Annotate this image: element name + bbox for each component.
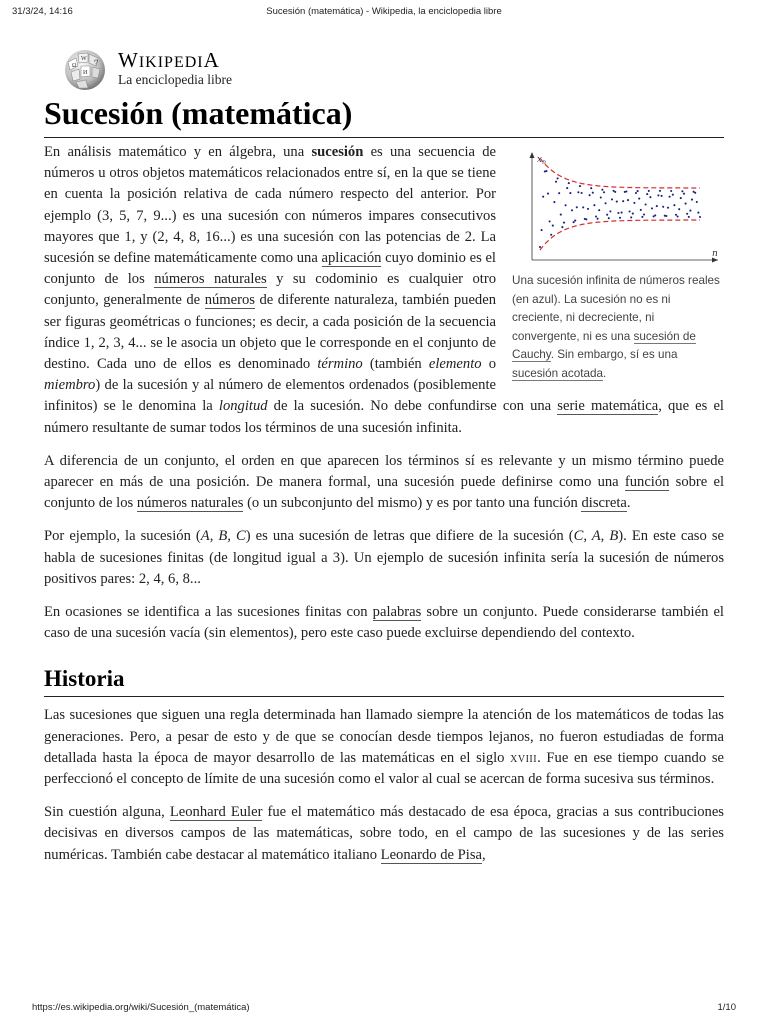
print-header [12,6,756,20]
sequence-point [600,196,602,198]
link-funcion[interactable]: función [624,474,670,491]
sequence-point [558,192,560,194]
sequence-point [667,207,669,209]
sequence-point [659,190,661,192]
paragraph-intro: En análisis matemático y en álgebra, una sucesión es una secuencia de números u otros objetos matemáticos relacionados entre sí, en la que se tiene en cuenta la posición relativa de cada número respecto del anterior. Por ejemplo (3, 5, 7, 9...) es una sucesión con números impares consecutivos mayores que 1, y (2, 4, 8, 16...) es una sucesión con las potencias de 2. La sucesión se define matemáticamente como una aplicación cuyo dominio es el conjunto de los números naturales y su codominio es cualquier otro conjunto, generalmente de números de diferente naturaleza, también pueden ser figuras geométricas o funciones; es decir, a cada posición de la secuencia índice 1, 2, 3, 4... se le asocia un objeto que le corresponde en el conjunto de destino. Cada uno de ellos es denominado término (también elemento o miembro) de la sucesión y al número de elementos ordenados (posiblemente infinitos) se le denomina la longitud de la sucesión. No debe confundirse con una serie matemática, que es el número resultante de sumar todos los términos de una sucesión infinita. [44,144,724,436]
sequence-point [646,193,648,195]
sequence-point [669,196,671,198]
sequence-point [541,229,543,231]
sequence-point [565,204,567,206]
sequence-point [697,212,699,214]
print-url: https://es.wikipedia.org/wiki/Sucesión_(matemática) [32,1002,250,1013]
sequence-points [539,170,701,248]
sequence-point [662,206,664,208]
page-title: Sucesión (matemática) [44,94,724,138]
sequence-point [555,181,557,183]
sequence-point [640,209,642,211]
svg-text:ウ: ウ [93,60,100,66]
sequence-point [571,209,573,211]
sequence-point [579,185,581,187]
sequence-point [553,201,555,203]
article-body [44,142,724,878]
sequence-point [622,200,624,202]
svg-text:Ω: Ω [72,63,77,69]
sequence-point [549,220,551,222]
sequence-point [557,177,559,179]
x-axis-label: n [712,249,718,259]
link-numeros-naturales[interactable]: números naturales [154,271,267,288]
sequence-point [550,234,552,236]
sequence-point [590,187,592,189]
sequence-point [589,194,591,196]
print-page-title: Sucesión (matemática) - Wikipedia, la enciclopedia libre [266,6,502,17]
sequence-point [573,221,575,223]
sequence-point [648,190,650,192]
y-axis-arrow [530,152,535,158]
sequence-point [696,201,698,203]
sequence-point [603,191,605,193]
sequence-point [542,196,544,198]
sequence-point [680,197,682,199]
sequence-point [577,191,579,193]
print-date: 31/3/24, 14:16 [12,6,73,17]
sequence-point [545,170,547,172]
figure-caption: Una sucesión infinita de números reales (en azul). La sucesión no es ni creciente, ni decreciente, ni convergente, ni es una sucesión de Cauchy. Sin embargo, sí es una sucesión acotada. [512,274,720,380]
sequence-point [605,202,607,204]
sequence-point [601,189,603,191]
sequence-point [645,203,647,205]
wikipedia-logo[interactable] [62,44,262,92]
link-leonardo-de-pisa[interactable]: Leonardo de Pisa [380,846,482,863]
sequence-point [595,215,597,217]
sequence-point [649,196,651,198]
sequence-point [606,214,608,216]
sequence-point [643,213,645,215]
svg-text:И: И [83,70,88,76]
sequence-point [574,220,576,222]
sequence-point [632,213,634,215]
sequence-point [657,194,659,196]
sequence-plot-image[interactable] [512,148,724,268]
sequence-point [694,192,696,194]
lower-envelope-line [540,220,700,250]
sequence-point [561,226,563,228]
sequence-point [685,203,687,205]
link-sucesion-de-cauchy[interactable]: sucesión de Cauchy [512,329,696,362]
paragraph-historia-1: Las sucesiones que siguen una regla determinada han llamado siempre la atención de los matemáticos de todas las generaciones. Pero, a pesar de esto y de que se conocían desde tiempos lejanos, no fueron estudiadas de forma detallada hasta la época de mayor desarrollo de las matemáticas en el siglo xviii. Fue en ese tiempo cuando se perfeccionó el concepto de límite de una sucesión como el valor al cual se acercan de forma sucesiva sus términos. [44,707,724,788]
sequence-point [672,194,674,196]
wikipedia-wordmark: WIKIPEDIA [118,48,220,72]
sequence-point [627,199,629,201]
sequence-point [547,193,549,195]
sequence-point [633,202,635,204]
sequence-point [569,192,571,194]
sequence-point [597,218,599,220]
sequence-point [619,217,621,219]
sequence-point [563,222,565,224]
upper-envelope-line [540,158,700,188]
sequence-point [625,190,627,192]
link-numeros-naturales-2[interactable]: números naturales [136,495,244,512]
sequence-point [608,217,610,219]
sequence-point [686,213,688,215]
sequence-point [665,215,667,217]
sequence-point [576,206,578,208]
sequence-point [630,216,632,218]
sequence-point [582,206,584,208]
sequence-point [616,201,618,203]
sequence-point [593,204,595,206]
link-numeros[interactable]: números [204,292,255,309]
sequence-point [621,212,623,214]
sequence-point [654,214,656,216]
wikipedia-tagline: La enciclopedia libre [118,72,232,87]
sequence-point [681,190,683,192]
sequence-point [683,193,685,195]
paragraph-historia-2: Sin cuestión alguna, Leonhard Euler fue el matemático más destacado de esa época, gracias a sus contribuciones decisivas en diversos campos de las matemáticas, sobre todo, en el campo de las sucesiones y de las series numéricas. También cabe destacar al matemático italiano Leonardo de Pisa, [44,804,724,863]
sequence-point [675,214,677,216]
sequence-point [560,214,562,216]
sequence-point [691,199,693,201]
sequence-point [661,195,663,197]
sequence-point [637,190,639,192]
sequence-point [552,225,554,227]
sequence-point [598,209,600,211]
sequence-point [699,216,701,218]
sequence-point [678,208,680,210]
sequence-point [581,192,583,194]
link-discreta[interactable]: discreta [581,495,627,512]
svg-text:W: W [81,56,87,62]
link-palabras[interactable]: palabras [372,604,422,621]
sequence-point [656,205,658,207]
sequence-point [566,187,568,189]
sequence-point [585,218,587,220]
sequence-point [611,198,613,200]
print-page-number: 1/10 [717,1002,736,1013]
section-heading-historia: Historia [44,664,724,697]
sequence-point [670,190,672,192]
sequence-point [592,192,594,194]
sequence-point [688,216,690,218]
sequence-point [568,182,570,184]
paragraph-orden: A diferencia de un conjunto, el orden en que aparecen los términos sí es relevante y un mismo término puede aparecer en más de una posición. De manera formal, una sucesión puede definirse como una función sobre el conjunto de los números naturales (o un subconjunto del mismo) y es por tanto una función discreta. [44,452,724,512]
link-serie-matematica[interactable]: serie matemática [557,398,659,415]
link-sucesion-acotada[interactable]: sucesión acotada [512,366,603,380]
sequence-point [609,210,611,212]
link-aplicacion[interactable]: aplicación [321,250,382,267]
sequence-point [638,198,640,200]
link-leonhard-euler[interactable]: Leonhard Euler [169,804,263,821]
paragraph-palabras: En ocasiones se identifica a las sucesiones finitas con palabras sobre un conjunto. Puede considerarse también el caso de una sucesión vacía (sin elementos), pero este caso puede excluirse dependiendo del contexto. [44,604,724,642]
sequence-point [629,210,631,212]
sequence-point [689,210,691,212]
paragraph-ejemplo: Por ejemplo, la sucesión (A, B, C) es una sucesión de letras que difiere de la sucesión (C, A, B). En este caso se habla de sucesiones finitas (de longitud igual a 3). Un ejemplo de sucesión infinita sería la sucesión de números positivos pares: 2, 4, 6, 8... [44,528,724,587]
sequence-point [677,215,679,217]
sequence-point [614,191,616,193]
sequence-point [641,216,643,218]
sequence-point [587,208,589,210]
sequence-point [539,246,541,248]
y-axis-label: $x_n$ [537,155,546,166]
infobox-figure [512,148,724,384]
print-footer [32,1002,736,1016]
wikipedia-globe-icon [62,48,108,92]
sequence-point [635,192,637,194]
sequence-point [651,207,653,209]
sequence-point [617,212,619,214]
sequence-point [673,204,675,206]
